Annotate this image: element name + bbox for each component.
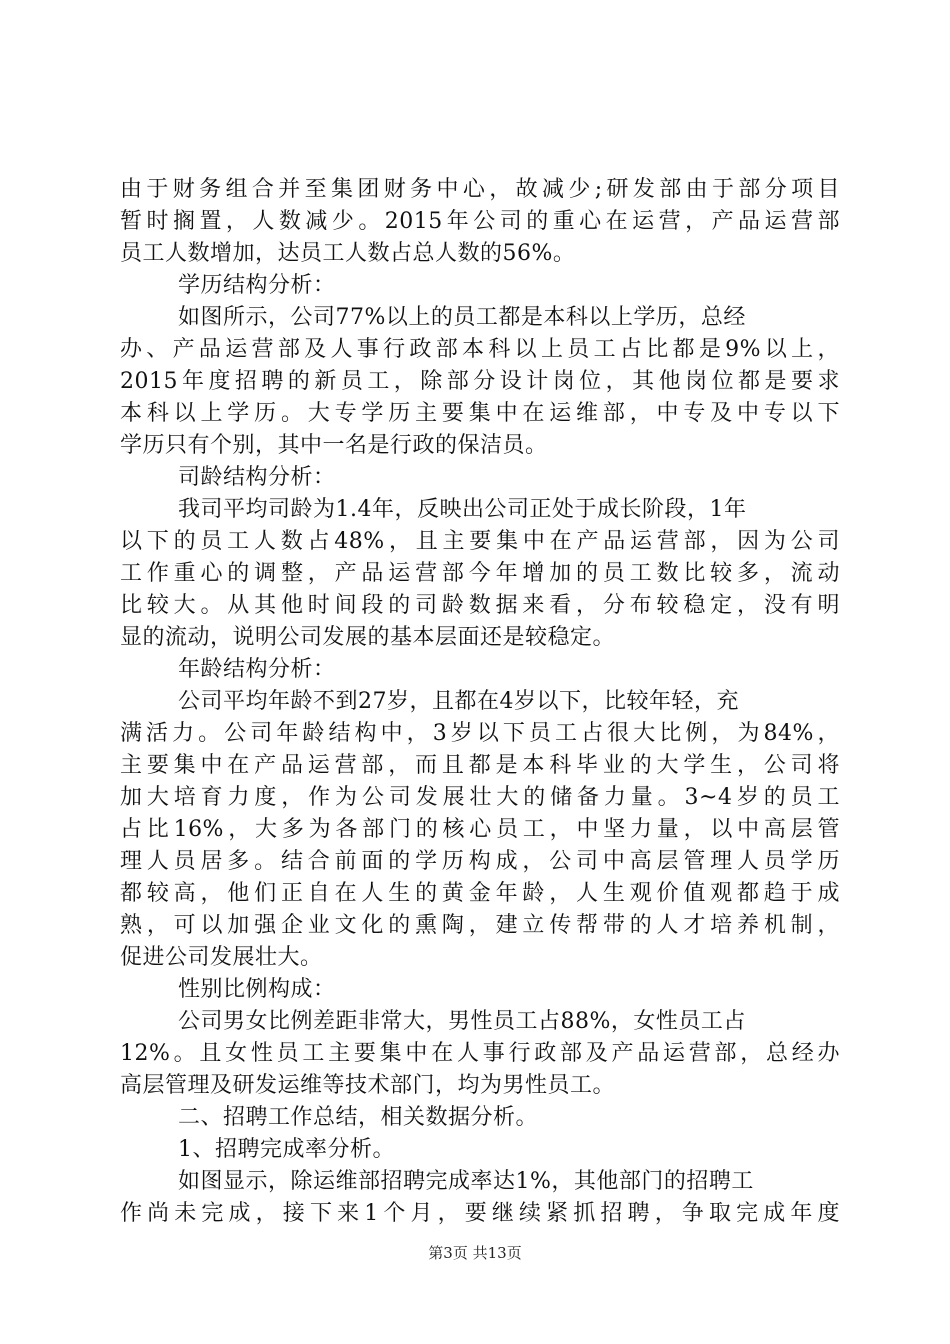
text-line: 员工人数增加，达员工人数占总人数的56%。 bbox=[120, 241, 576, 266]
text-line: 公司男女比例差距非常大，男性员工占88%，女性员工占 bbox=[178, 1009, 746, 1034]
text-line: 二、招聘工作总结，相关数据分析。 bbox=[178, 1105, 539, 1130]
page-footer: 第3页 共13页 bbox=[428, 1244, 522, 1262]
text-line: 司龄结构分析： bbox=[178, 465, 336, 490]
text-line: 熟，可以加强企业文化的熏陶，建立传帮带的人才培养机制， bbox=[120, 913, 840, 938]
text-line: 促进公司发展壮大。 bbox=[120, 945, 323, 970]
text-line: 作尚未完成，接下来1个月，要继续紧抓招聘，争取完成年度 bbox=[120, 1201, 840, 1226]
text-line: 加大培育力度，作为公司发展壮大的储备力量。3~4岁的员工 bbox=[120, 785, 840, 810]
text-line: 本科以上学历。大专学历主要集中在运维部，中专及中专以下 bbox=[120, 401, 840, 426]
text-line: 公司平均年龄不到27岁，且都在4岁以下，比较年轻，充 bbox=[178, 689, 739, 714]
text-line: 我司平均司龄为1.4年，反映出公司正处于成长阶段，1年 bbox=[178, 497, 747, 522]
text-line: 占比16%，大多为各部门的核心员工，中坚力量，以中高层管 bbox=[120, 817, 840, 842]
text-line: 年龄结构分析： bbox=[178, 657, 336, 682]
text-line: 工作重心的调整，产品运营部今年增加的员工数比较多，流动 bbox=[120, 561, 840, 586]
text-line: 1、招聘完成率分析。 bbox=[178, 1137, 395, 1162]
text-line: 12%。且女性员工主要集中在人事行政部及产品运营部，总经办 bbox=[120, 1041, 840, 1066]
text-line: 2015年度招聘的新员工，除部分设计岗位，其他岗位都是要求 bbox=[120, 369, 840, 394]
text-line: 学历只有个别，其中一名是行政的保洁员。 bbox=[120, 433, 548, 458]
text-line: 满活力。公司年龄结构中，3岁以下员工占很大比例，为84%， bbox=[120, 721, 840, 746]
text-line: 性别比例构成： bbox=[178, 977, 336, 1002]
text-line: 理人员居多。结合前面的学历构成，公司中高层管理人员学历 bbox=[120, 849, 840, 874]
text-line: 显的流动，说明公司发展的基本层面还是较稳定。 bbox=[120, 625, 616, 650]
text-line: 比较大。从其他时间段的司龄数据来看，分布较稳定，没有明 bbox=[120, 593, 840, 618]
text-line: 学历结构分析： bbox=[178, 273, 336, 298]
text-line: 办、产品运营部及人事行政部本科以上员工占比都是9%以上， bbox=[120, 337, 840, 362]
text-line: 暂时搁置，人数减少。2015年公司的重心在运营，产品运营部 bbox=[120, 209, 840, 234]
text-line: 都较高，他们正自在人生的黄金年龄，人生观价值观都趋于成 bbox=[120, 881, 840, 906]
text-line: 主要集中在产品运营部，而且都是本科毕业的大学生，公司将 bbox=[120, 753, 840, 778]
text-line: 高层管理及研发运维等技术部门，均为男性员工。 bbox=[120, 1073, 616, 1098]
body-text bbox=[120, 174, 840, 1230]
text-line: 以下的员工人数占48%，且主要集中在产品运营部，因为公司 bbox=[120, 529, 840, 554]
text-line: 如图显示，除运维部招聘完成率达1%，其他部门的招聘工 bbox=[178, 1169, 754, 1194]
text-line: 如图所示，公司77%以上的员工都是本科以上学历，总经 bbox=[178, 305, 746, 330]
text-line: 由于财务组合并至集团财务中心，故减少;研发部由于部分项目 bbox=[120, 177, 840, 202]
